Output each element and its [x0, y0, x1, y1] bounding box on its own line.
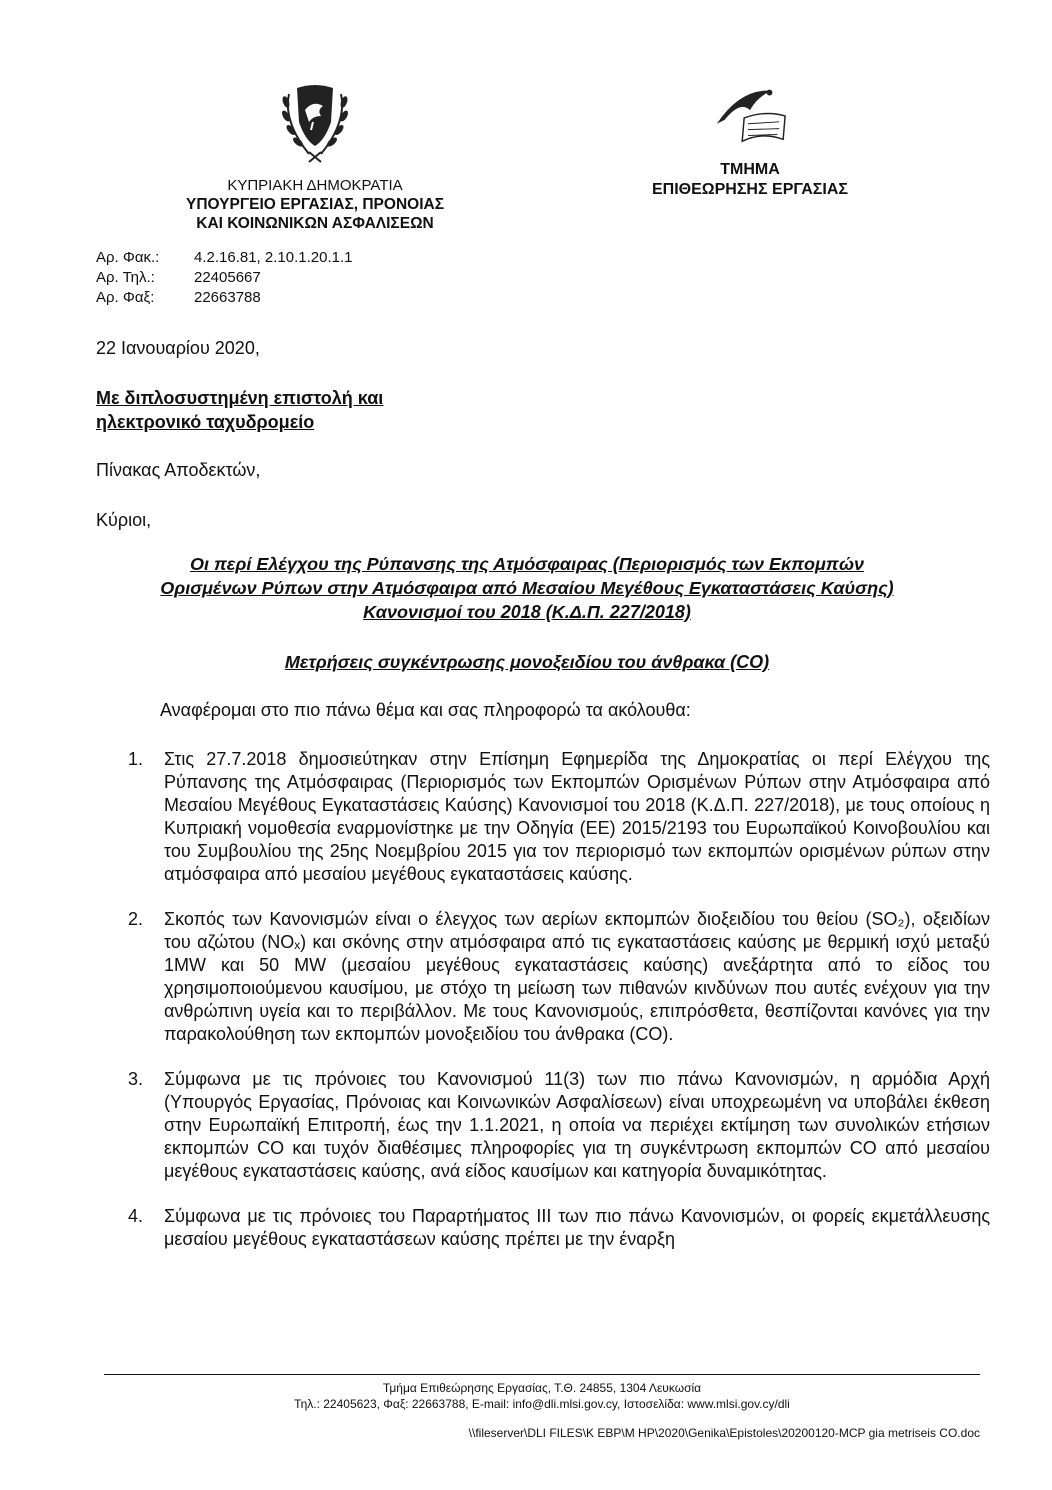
document-file-path: \\fileserver\DLI FILES\K EBP\M HP\2020\Genika\Epistoles\20200120-MCP gia metriseis CO.doc: [468, 1426, 980, 1440]
reference-block: [96, 248, 352, 308]
department-name-line2: ΕΠΙΘΕΩΡΗΣΗΣ ΕΡΓΑΣΙΑΣ: [651, 181, 849, 198]
cyprus-coat-of-arms-icon: [265, 70, 365, 170]
department-name-line1: ΤΜΗΜΑ: [720, 161, 780, 178]
reference-row: [96, 248, 352, 268]
list-item: [128, 1205, 990, 1251]
ministry-letterhead: [150, 70, 480, 233]
list-item: [128, 748, 990, 886]
list-item-number: 1.: [128, 749, 144, 769]
list-item-text: Σύμφωνα με τις πρόνοιες του Παραρτήματος III των πιο πάνω Κανονισμών, οι φορείς εκμετάλλευσης μεσαίου μεγέθους εγκαταστάσεων καύσης πρέπει με την έναρξη: [164, 1206, 990, 1249]
department-letterhead: [600, 80, 900, 200]
delivery-method: [96, 386, 516, 434]
page-footer: [104, 1380, 980, 1412]
list-item-number: 4.: [128, 1206, 144, 1226]
reference-value: 22405667: [194, 269, 261, 286]
list-item-text: Σκοπός των Κανονισμών είναι ο έλεγχος των αερίων εκπομπών διοξειδίου του θείου (SO₂), οξειδίων του αζώτου (NOₓ) και σκόνης στην ατμόσφαιρα από τις εγκαταστάσεις καύσης με θερμική ισχύ μεταξύ 1MW και 50 MW (μεσαίου μεγέθους εγκαταστάσεις καύσης) ανεξάρτητα από το είδος του χρησιμοποιούμενου καυσίμου, με στόχο τη μείωση των πιθανών κινδύνων που αυτές ενέχουν για την ανθρώπινη υγεία και το περιβάλλον. Με τους Κανονισμούς, επιπρόσθετα, θεσπίζονται κανόνες για την παρακολούθηση των εκπομπών μονοξειδίου του άνθρακα (CO).: [164, 909, 990, 1044]
reference-row: [96, 288, 352, 308]
subject-heading: [70, 552, 984, 624]
reference-label: Αρ. Τηλ.:: [96, 269, 155, 286]
department-logo-icon: [711, 80, 789, 150]
reference-row: [96, 268, 352, 288]
recipients-line: Πίνακας Αποδεκτών,: [96, 460, 261, 480]
delivery-method-line1: Με διπλοσυστημένη επιστολή και: [96, 388, 384, 408]
footer-address: Τμήμα Επιθεώρησης Εργασίας, Τ.Θ. 24855, 1304 Λευκωσία: [382, 1381, 702, 1395]
country-name: ΚΥΠΡΙΑΚΗ ΔΗΜΟΚΡΑΤΙΑ: [227, 177, 403, 194]
sub-subject-heading: Μετρήσεις συγκέντρωσης μονοξειδίου του άνθρακα (CO): [284, 652, 770, 672]
ministry-name-line2: ΚΑΙ ΚΟΙΝΩΝΙΚΩΝ ΑΣΦΑΛΙΣΕΩΝ: [196, 215, 434, 232]
reference-value: 22663788: [194, 289, 261, 306]
subject-line3: Κανονισμοί του 2018 (Κ.Δ.Π. 227/2018): [363, 602, 691, 622]
list-item: [128, 908, 990, 1046]
delivery-method-line2: ηλεκτρονικό ταχυδρομείο: [96, 412, 315, 432]
list-item-number: 3.: [128, 1069, 144, 1089]
intro-paragraph: Αναφέρομαι στο πιο πάνω θέμα και σας πληροφορώ τα ακόλουθα:: [160, 700, 691, 720]
salutation: Κύριοι,: [96, 510, 152, 530]
footer-divider: [104, 1374, 980, 1375]
footer-contacts: Τηλ.: 22405623, Φαξ: 22663788, E-mail: info@dli.mlsi.gov.cy, Ιστοσελίδα: www.mlsi.gov.cy/dli: [294, 1397, 790, 1411]
subject-line2: Ορισμένων Ρύπων στην Ατμόσφαιρα από Μεσαίου Μεγέθους Εγκαταστάσεις Καύσης): [160, 578, 894, 598]
letter-date: 22 Ιανουαρίου 2020,: [96, 338, 260, 358]
list-item: [128, 1068, 990, 1183]
list-item-number: 2.: [128, 909, 144, 929]
reference-label: Αρ. Φαξ:: [96, 289, 155, 306]
ministry-name-line1: ΥΠΟΥΡΓΕΙΟ ΕΡΓΑΣΙΑΣ, ΠΡΟΝΟΙΑΣ: [185, 196, 444, 213]
numbered-list: [128, 748, 990, 1273]
list-item-text: Στις 27.7.2018 δημοσιεύτηκαν στην Επίσημη Εφημερίδα της Δημοκρατίας οι περί Ελέγχου της Ρύπανσης της Ατμόσφαιρας (Περιορισμός των Εκπομπών Ορισμένων Ρύπων στην Ατμόσφαιρα από Μεσαίου Μεγέθους Εγκαταστάσεις Καύσης) Κανονισμοί του 2018 (Κ.Δ.Π. 227/2018), με τους οποίους η Κυπριακή νομοθεσία εναρμονίστηκε με την Οδηγία (ΕΕ) 2015/2193 του Ευρωπαϊκού Κοινοβουλίου και του Συμβουλίου της 25ης Νοεμβρίου 2015 για τον περιορισμό των εκπομπών ορισμένων ρύπων στην ατμόσφαιρα από μεσαίου μεγέθους εγκαταστάσεις καύσης.: [164, 749, 990, 884]
subject-line1: Οι περί Ελέγχου της Ρύπανσης της Ατμόσφαιρας (Περιορισμός των Εκπομπών: [189, 554, 865, 574]
reference-label: Αρ. Φακ.:: [96, 249, 160, 266]
reference-value: 4.2.16.81, 2.10.1.20.1.1: [194, 249, 353, 266]
list-item-text: Σύμφωνα με τις πρόνοιες του Κανονισμού 11(3) των πιο πάνω Κανονισμών, η αρμόδια Αρχή (Υπουργός Εργασίας, Πρόνοιας και Κοινωνικών Ασφαλίσεων) είναι υποχρεωμένη να υποβάλει έκθεση στην Ευρωπαϊκή Επιτροπή, έως την 1.1.2021, η οποία να περιέχει εκτίμηση των συνολικών ετήσιων εκπομπών CO και τυχόν διαθέσιμες πληροφορίες για τη συγκέντρωση εκπομπών CO από μεσαίου μεγέθους εγκαταστάσεις καύσης, ανά είδος καυσίμων και κατηγορία δυναμικότητας.: [164, 1069, 990, 1181]
